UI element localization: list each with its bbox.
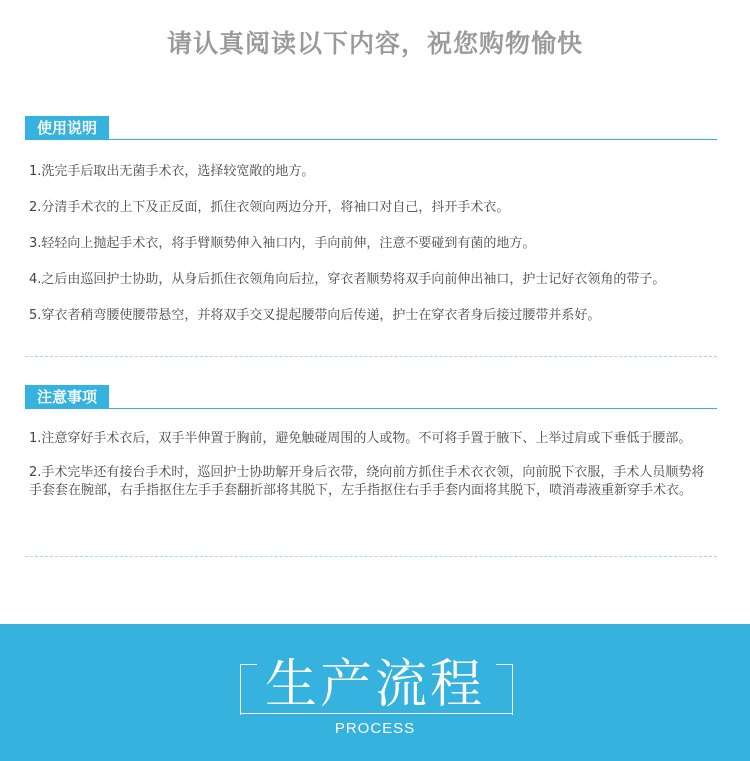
usage-item: 5.穿衣者稍弯腰使腰带悬空，并将双手交叉提起腰带向后传递，护士在穿衣者身后接过腰带并系好。: [29, 308, 601, 323]
section-underline: [25, 408, 717, 409]
usage-list: [25, 142, 717, 325]
usage-item: 2.分清手术衣的上下及正反面，抓住衣领向两边分开，将袖口对自己，抖开手术衣。: [29, 200, 510, 215]
usage-item: 4.之后由巡回护士协助，从身后抓住衣领角向后拉，穿衣者顺势将双手向前伸出袖口，护士记好衣领角的带子。: [29, 272, 666, 287]
banner-title-en: PROCESS: [334, 720, 416, 737]
section-underline: [25, 139, 717, 140]
notes-item: 2.手术完毕还有接台手术时，巡回护士协助解开身后衣带，绕向前方抓住手术衣衣领，向前脱下衣服，手术人员顺势将手套套在腕部，右手指抠住左手手套翻折部将其脱下，左手指抠住右手手套内面将其脱下，喷消毒液重新穿手术衣。: [29, 465, 705, 498]
dashed-divider: [25, 556, 717, 557]
notes-header-label: 注意事项: [25, 385, 109, 409]
banner-title-cn: 生产流程: [264, 655, 485, 715]
notes-item: 1.注意穿好手术衣后，双手半伸置于胸前，避免触碰周围的人或物。不可将手置于腋下、上举过肩或下垂低于腰部。: [29, 431, 692, 446]
notes-section: [25, 385, 717, 500]
notes-list: [25, 411, 717, 500]
usage-section: [25, 116, 717, 325]
usage-item: 3.轻轻向上抛起手术衣，将手臂顺势伸入袖口内，手向前伸，注意不要碰到有菌的地方。: [29, 236, 536, 251]
usage-section-header: [25, 116, 717, 142]
usage-item: 1.洗完手后取出无菌手术衣，选择较宽敞的地方。: [29, 164, 315, 179]
process-banner: [0, 624, 750, 761]
usage-header-label: 使用说明: [25, 116, 109, 140]
page-title: 请认真阅读以下内容，祝您购物愉快: [166, 29, 583, 58]
dashed-divider: [25, 356, 717, 357]
notes-section-header: [25, 385, 717, 411]
